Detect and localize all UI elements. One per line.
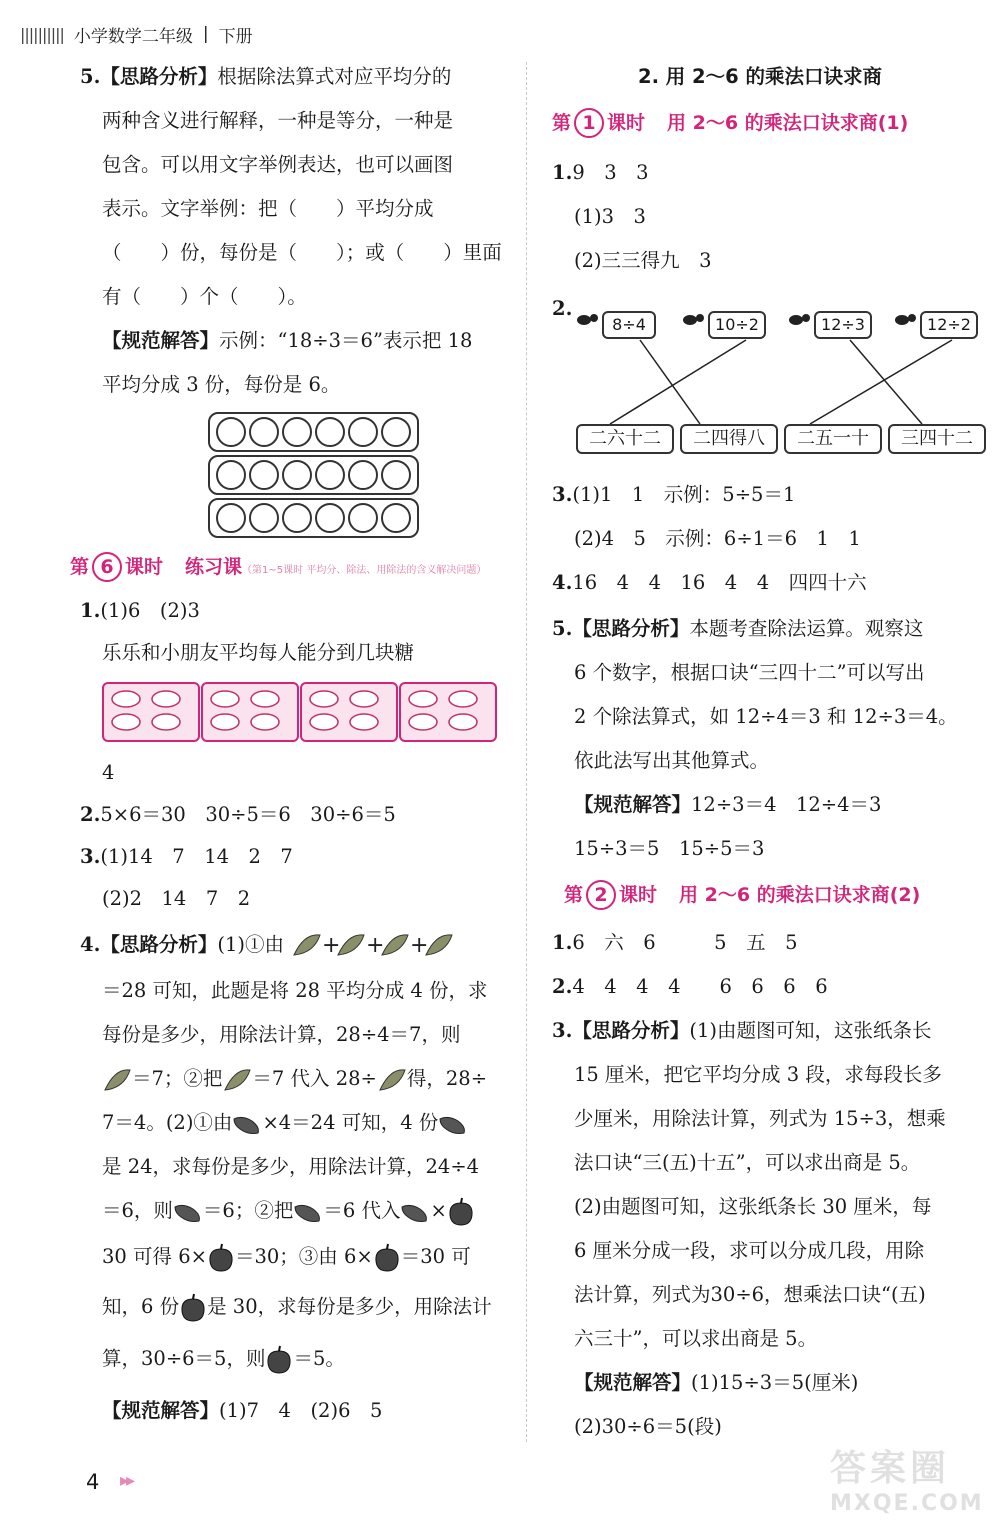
l6-q4-line-1: 4.【思路分析】(1)①由 + + + <box>80 930 460 961</box>
pepper-icon <box>373 1243 401 1273</box>
svg-text:+: + <box>366 932 385 958</box>
leaf-icon <box>222 1066 252 1094</box>
svg-text:+: + <box>322 932 341 958</box>
pepper-icon <box>265 1345 293 1375</box>
l6-q2-line: 2.5×6＝30 30÷5＝6 30÷6＝5 <box>80 803 396 826</box>
pepper-icon <box>179 1293 207 1323</box>
q4-text-6: 是 24，求每份是多少，用除法计算，24÷4 <box>102 1155 480 1178</box>
r2-q3-line-5: (2)由题图可知，这张纸条长 30 厘米，每 <box>574 1195 932 1218</box>
l6-q1-answer: 4 <box>102 761 115 784</box>
r2-q3-line-4: 法口诀“三(五)十五”，可以求出商是 5。 <box>574 1151 921 1174</box>
circle-group-3 <box>208 498 419 538</box>
division-key-1: 8÷4 <box>602 311 656 339</box>
page-header <box>20 22 253 46</box>
eggplant-icon <box>232 1111 262 1137</box>
lesson-2-title: 用 2～6 的乘法口诀求商(2) <box>679 884 921 906</box>
eggplant-icon <box>173 1199 203 1225</box>
pepper-icon <box>447 1197 475 1227</box>
q4-answer-tag: 【规范解答】 <box>102 1399 220 1422</box>
eggplant-icon <box>400 1199 430 1225</box>
lesson-6-heading: 第 6 课时 练习课（第1~5课时 平均分、除法、用除法的含义解决问题） <box>70 552 486 586</box>
rhyme-box-4: 三四十二 <box>888 424 986 454</box>
q4-text-8: 30 可得 6× ＝30；③由 6× ＝30 可 <box>102 1242 471 1273</box>
leaf-sum-icon <box>290 931 460 961</box>
header-volume: 下册 <box>218 26 253 47</box>
r-q3-line-2: (2)4 5 示例：6÷1＝6 1 1 <box>574 527 861 550</box>
q5-answer-tag: 【规范解答】 <box>102 329 220 352</box>
q4-text-2: ＝28 可知，此题是将 28 平均分成 4 份，求 <box>102 979 488 1002</box>
lesson-1-number: 1 <box>574 108 604 138</box>
rhyme-box-1: 二六十二 <box>576 424 674 454</box>
page-number: 4 <box>86 1470 100 1494</box>
header-separator: | <box>202 24 209 44</box>
r-q2-number: 2. <box>552 297 573 320</box>
q4-text-7: ＝6，则 ＝6；②把 ＝6 代入 × <box>102 1196 475 1227</box>
q5-answer-line-1 <box>102 326 472 356</box>
q5-text-2: 两种含义进行解释，一种是等分，一种是 <box>102 109 454 132</box>
l6-q3-line-2: (2)2 14 7 2 <box>102 887 251 910</box>
r-q5-line-1: 5.【思路分析】本题考查除法运算。观察这 <box>552 617 924 640</box>
r2-q2-line: 2.4 4 4 4 6 6 6 6 <box>552 975 828 998</box>
watermark-url: MXQE.COM <box>830 1491 984 1516</box>
circle-group-2 <box>208 455 419 495</box>
rhyme-box-3: 二五一十 <box>784 424 882 454</box>
lesson-2-heading: 第 2 课时 用 2～6 的乘法口诀求商(2) <box>564 880 920 910</box>
r-q1-line-2: (1)3 3 <box>574 205 646 228</box>
r2-q3-line-8: 六三十”，可以求出商是 5。 <box>574 1327 818 1350</box>
r2-q3-answer-2: (2)30÷6＝5(段) <box>574 1415 722 1438</box>
r2-q3-answer-1: 【规范解答】(1)15÷3＝5(厘米) <box>574 1371 859 1394</box>
q5-line-1 <box>80 62 451 92</box>
r2-q3-line-2: 15 厘米，把它平均分成 3 段，求每段长多 <box>574 1063 942 1086</box>
r2-q3-line-1: 3.【思路分析】(1)由题图可知，这张纸条长 <box>552 1019 932 1042</box>
q5-answer-text-1: 示例：“18÷3＝6”表示把 18 <box>219 329 473 352</box>
q5-text-5: （ ）份，每份是（ ）；或（ ）里面 <box>102 241 502 264</box>
r-q5-line-2: 6 个数字，根据口诀“三四十二”可以写出 <box>574 661 925 684</box>
eggplant-icon <box>438 1111 468 1137</box>
watermark-title: 答案圈 <box>830 1448 951 1489</box>
q4-analysis-tag: 【思路分析】 <box>100 933 218 956</box>
q4-answer-line: 【规范解答】(1)7 4 (2)6 5 <box>102 1399 383 1422</box>
r2-q3-line-7: 法计算，列式为30÷6，想乘法口诀“(五) <box>574 1283 926 1306</box>
leaf-icon <box>377 1066 407 1094</box>
q4-text-9: 知，6 份 是 30，求每份是多少，用除法计 <box>102 1292 492 1323</box>
lesson-1-heading: 第 1 课时 用 2～6 的乘法口诀求商(1) <box>552 108 908 138</box>
q5-number: 5. <box>80 65 101 88</box>
circle-group-1 <box>208 412 419 452</box>
l6-q1-description: 乐乐和小朋友平均每人能分到几块糖 <box>102 641 415 664</box>
leaf-icon <box>102 1066 132 1094</box>
division-key-4: 12÷2 <box>920 311 978 339</box>
r-q4-line: 4.16 4 4 16 4 4 四四十六 <box>552 571 867 594</box>
watermark <box>830 1440 984 1530</box>
header-subject: 小学数学二年级 <box>73 26 193 47</box>
q5-text-1: 根据除法算式对应平均分的 <box>217 65 452 88</box>
q5-text-6: 有（ ）个（ ）。 <box>102 285 307 308</box>
q5-text-4: 表示。文字举例：把（ ）平均分成 <box>102 197 434 220</box>
q4-text-5: 7＝4。(2)①由 ×4＝24 可知，4 份 <box>102 1108 468 1138</box>
lesson-2-number: 2 <box>586 880 616 910</box>
header-bars: |||||||||| <box>20 24 64 44</box>
q4-text-3: 每份是多少，用除法计算，28÷4＝7，则 <box>102 1023 461 1046</box>
r-q1-line-1: 1.9 3 3 <box>552 161 649 184</box>
r-q1-line-3: (2)三三得九 3 <box>574 249 712 272</box>
r2-q3-line-3: 少厘米，用除法计算，列式为 15÷3，想乘 <box>574 1107 946 1130</box>
eggplant-icon <box>293 1199 323 1225</box>
l6-q1-line: 1.(1)6 (2)3 <box>80 599 200 622</box>
q5-analysis-tag: 【思路分析】 <box>100 65 218 88</box>
lesson-6-note: （第1~5课时 平均分、除法、用除法的含义解决问题） <box>242 565 487 576</box>
q4-text-4: ＝7；②把 ＝7 代入 28÷ 得，28÷ <box>102 1064 487 1094</box>
r2-q1-line: 1.6 六 6 5 五 5 <box>552 931 798 954</box>
svg-text:+: + <box>410 932 429 958</box>
pepper-icon <box>207 1243 235 1273</box>
candy-icons <box>102 682 498 742</box>
section-title: 2. 用 2～6 的乘法口诀求商 <box>638 65 882 88</box>
column-divider <box>526 62 527 1442</box>
q4-text-10: 算，30÷6＝5，则 ＝5。 <box>102 1344 345 1375</box>
r-q5-line-4: 依此法写出其他算式。 <box>574 749 770 772</box>
lesson-6-number: 6 <box>92 552 122 582</box>
q5-answer-text-2: 平均分成 3 份，每份是 6。 <box>102 373 341 396</box>
l6-q3-line-1: 3.(1)14 7 14 2 7 <box>80 845 293 868</box>
q5-text-3: 包含。可以用文字举例表达，也可以画图 <box>102 153 454 176</box>
r-q5-answer-2: 15÷3＝5 15÷5＝3 <box>574 837 765 860</box>
r-q3-line-1: 3.(1)1 1 示例：5÷5＝1 <box>552 483 796 506</box>
division-key-3: 12÷3 <box>814 311 872 339</box>
lesson-6-title: 练习课 <box>185 556 243 578</box>
page-arrows-icon: ▸▸ <box>120 1470 133 1491</box>
rhyme-box-2: 二四得八 <box>680 424 778 454</box>
division-key-2: 10÷2 <box>708 311 766 339</box>
lesson-1-title: 用 2～6 的乘法口诀求商(1) <box>667 112 909 134</box>
r-q5-answer-1: 【规范解答】12÷3＝4 12÷4＝3 <box>574 793 882 816</box>
r-q5-line-3: 2 个除法算式，如 12÷4＝3 和 12÷3＝4。 <box>574 705 958 728</box>
matching-diagram <box>570 296 990 456</box>
candy-illustration <box>102 682 498 742</box>
r2-q3-line-6: 6 厘米分成一段，求可以分成几段，用除 <box>574 1239 925 1262</box>
